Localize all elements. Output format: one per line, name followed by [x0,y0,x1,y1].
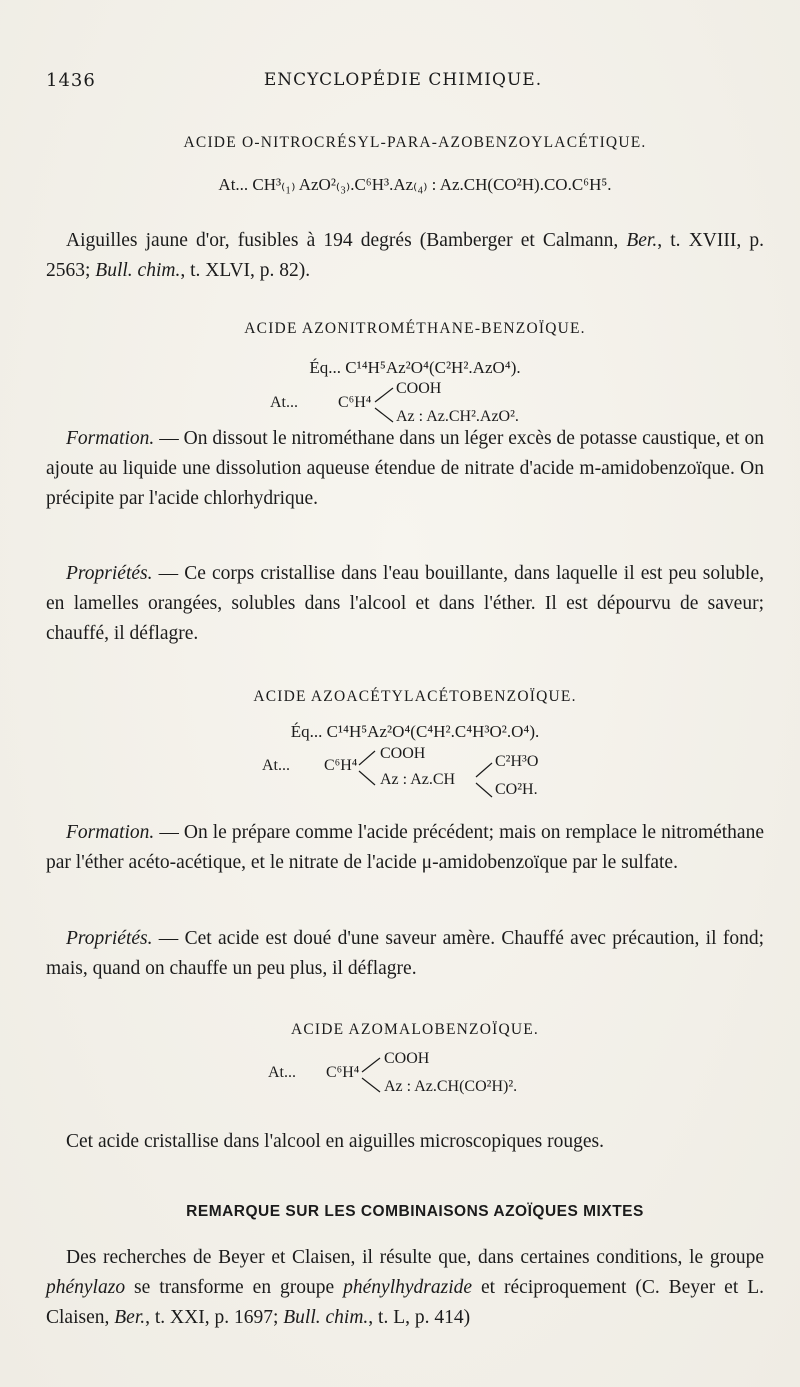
section3-proprietes [46,924,764,984]
header-title: ENCYCLOPÉDIE CHIMIQUE. [263,70,543,90]
section4-text: Cet acide cristallise dans l'alcool en aiguilles microscopiques rouges. [66,1131,604,1152]
section2-heading: ACIDE AZONITROMÉTHANE-BENZOÏQUE. [244,320,586,337]
formation-text: — On le prépare comme l'acide précédent; mais on remplace le nitrométhane par l'éther acéto-acétique, et le nitrate de l'acide μ-amidobenzoïque par le sulfate. [46,822,764,873]
section1-text-end: , t. XLVI, p. 82). [180,260,311,281]
at-core: C⁶H⁴ [338,394,372,411]
section1-heading: ACIDE O-NITROCRÉSYL-PARA-AZOBENZOYLACÉTIQUE. [183,134,647,151]
proprietes-label: Propriétés. [66,563,153,584]
section1-text: Aiguilles jaune d'or, fusibles à 194 degrés (Bamberger et Calmann, [66,230,627,251]
section2-formula-eq: Éq... C¹⁴H⁵Az²O⁴(C²H².AzO⁴). [309,358,521,377]
proprietes-label: Propriétés. [66,928,153,949]
section1-formula: At... CH³₍₁₎ AzO²₍₃₎.C⁶H³.Az₍₄₎ : Az.CH(CO²H).CO.C⁶H⁵. [218,175,612,194]
section1-paragraph [46,226,764,286]
section1-ref-bull: Bull. chim. [95,260,181,281]
at-bottom: Az : Az.CH [380,771,456,788]
section5-text-2: se transforme en groupe [125,1277,344,1298]
section5-text-3: et réciproquement (C. Beyer et L. Claisen, [46,1277,765,1328]
section2-structure [270,380,570,430]
section4-heading: ACIDE AZOMALOBENZOÏQUE. [290,1021,540,1038]
section5-term-phenylazo: phénylazo [46,1277,126,1298]
section3-heading: ACIDE AZOACÉTYLACÉTOBENZOÏQUE. [253,688,577,705]
formation-label: Formation. [66,428,155,449]
section5-ref-bull: Bull. chim. [283,1307,369,1328]
at-top: COOH [380,745,426,762]
section3-formation [46,818,764,878]
section5-text-1: Des recherches de Beyer et Claisen, il résulte que, dans certaines conditions, le groupe [66,1247,764,1268]
proprietes-text: — Cet acide est doué d'une saveur amère. Chauffé avec précaution, il fond; mais, quand on chauffe un peu plus, il déflagre. [46,928,764,979]
page-number: 1436 [46,70,96,91]
at-bottom: Az : Az.CH².AzO². [396,408,519,425]
section2-formation [46,424,764,514]
branch-bottom: CO²H. [495,781,538,798]
at-prefix: At... [270,394,298,411]
section5-term-phenylhydrazide: phénylhydrazide [343,1277,473,1298]
at-bottom: Az : Az.CH(CO²H)². [384,1078,518,1095]
at-top: COOH [396,380,442,397]
formation-text: — On dissout le nitrométhane dans un léger excès de potasse caustique, et on ajoute au liquide une dissolution aqueuse étendue de nitrate d'acide m-amidobenzoïque. On précipite par l'acide chlorhydrique. [46,428,764,509]
branch-top: C²H³O [495,753,539,770]
section5-text-5: , t. L, p. 414) [368,1307,471,1328]
section4-paragraph [46,1127,764,1157]
section5-heading: REMARQUE SUR LES COMBINAISONS AZOÏQUES MIXTES [186,1203,644,1220]
section1-text-mid: , t. XVIII, p. 2563; [46,230,764,281]
at-prefix: At... [262,757,290,774]
at-core: C⁶H⁴ [324,757,358,774]
section5-ref-ber: Ber. [114,1307,146,1328]
section5-paragraph [46,1243,764,1333]
section2-proprietes [46,559,764,649]
at-prefix: At... [268,1064,296,1081]
formation-label: Formation. [66,822,155,843]
section4-structure [268,1050,568,1102]
section5-text-4: , t. XXI, p. 1697; [145,1307,284,1328]
at-core: C⁶H⁴ [326,1064,360,1081]
proprietes-text: — Ce corps cristallise dans l'eau bouillante, dans laquelle il est peu soluble, en lamelles orangées, solubles dans l'alcool et dans l'éther. Il est dépourvu de saveur; chauffé, il déflagre. [46,563,764,644]
section1-ref-ber: Ber. [626,230,658,251]
running-header [46,70,760,90]
at-top: COOH [384,1050,430,1067]
section3-structure [262,745,592,805]
section3-formula-eq: Éq... C¹⁴H⁵Az²O⁴(C⁴H².C⁴H³O².O⁴). [290,722,540,741]
